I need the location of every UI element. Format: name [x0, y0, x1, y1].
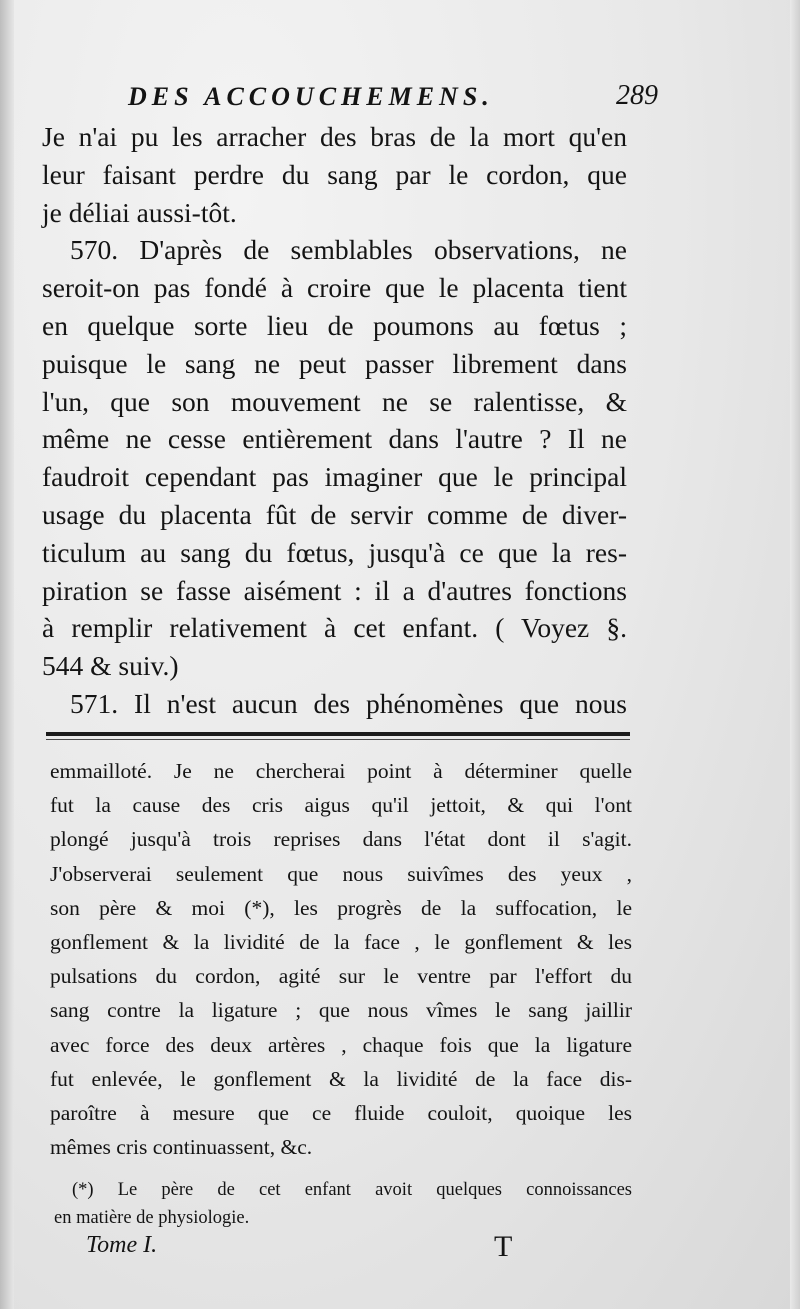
running-title: DES ACCOUCHEMENS.	[128, 82, 494, 111]
note-line: emmailloté. Je ne chercherai point à déterminer quelle	[50, 759, 632, 783]
note-line: sang contre la ligature ; que nous vîmes le sang jaillir	[50, 998, 632, 1023]
separator-rule-thin	[46, 739, 630, 740]
main-line: puisque le sang ne peut passer librement dans	[42, 347, 627, 379]
main-line: seroit-on pas fondé à croire que le placenta tient	[42, 272, 627, 304]
main-line: faudroit cependant pas imaginer que le principal	[42, 461, 627, 493]
main-line: l'un, que son mouvement ne se ralentisse, &	[42, 385, 627, 417]
main-line: usage du placenta fût de servir comme de diver-	[42, 498, 627, 530]
note-line: paroître à mesure que ce fluide couloit, quoique les	[50, 1100, 632, 1125]
note-line: J'observerai seulement que nous suivîmes des yeux ,	[50, 861, 632, 886]
main-line: à remplir relativement à cet enfant. ( Voyez §.	[42, 612, 627, 644]
main-line: en quelque sorte lieu de poumons au fœtus ;	[42, 309, 627, 341]
note-line: avec force des deux artères , chaque fois que la ligature	[50, 1032, 632, 1057]
note-text	[50, 754, 632, 1164]
main-line: Je n'ai pu les arracher des bras de la mort qu'en	[42, 121, 627, 152]
main-line: leur faisant perdre du sang par le cordon, que	[42, 158, 627, 190]
separator-rule	[46, 732, 630, 736]
volume-label: Tome I.	[86, 1232, 158, 1258]
main-line: 544 & suiv.)	[42, 650, 179, 682]
footnote-line: (*) Le père de cet enfant avoit quelques connoissances	[72, 1180, 632, 1200]
page-header	[128, 68, 658, 112]
main-line: 571. Il n'est aucun des phénomènes que nous	[70, 687, 627, 719]
main-line: ticulum au sang du fœtus, jusqu'à ce que la res-	[42, 536, 627, 568]
note-line: fut enlevée, le gonflement & la lividité de la face dis-	[50, 1066, 632, 1091]
page-number: 289	[616, 80, 658, 111]
main-line: je déliai aussi-tôt.	[42, 196, 237, 228]
main-line: même ne cesse entièrement dans l'autre ? Il ne	[42, 423, 627, 455]
footnote	[54, 1176, 632, 1232]
note-line: gonflement & la lividité de la face , le gonflement & les	[50, 929, 632, 954]
signature-mark: T	[494, 1230, 513, 1263]
note-line: son père & moi (*), les progrès de la suffocation, le	[50, 895, 632, 920]
main-text	[42, 118, 627, 723]
note-line: pulsations du cordon, agité sur le ventre par l'effort du	[50, 964, 632, 989]
main-line: 570. D'après de semblables observations, ne	[70, 234, 627, 266]
note-line: plongé jusqu'à trois reprises dans l'état dont il s'agit.	[50, 827, 632, 852]
footnote-line: en matière de physiologie.	[54, 1208, 250, 1228]
main-line: piration se fasse aisément : il a d'autres fonctions	[42, 574, 627, 606]
note-line: fut la cause des cris aigus qu'il jettoit, & qui l'ont	[50, 793, 632, 818]
note-line: mêmes cris continuassent, &c.	[50, 1135, 313, 1160]
